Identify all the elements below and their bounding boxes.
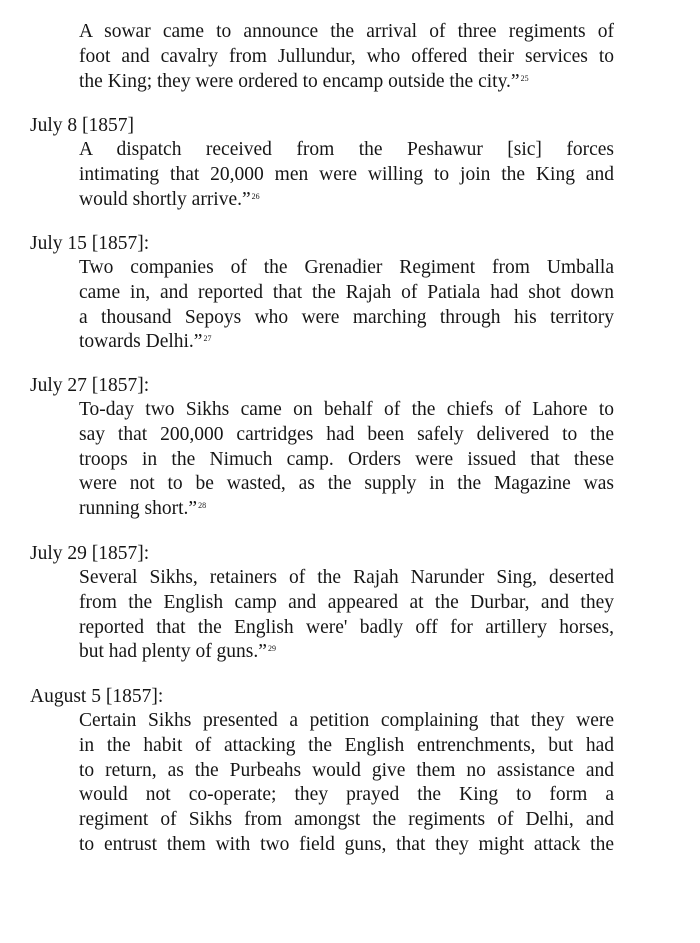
text-line: A sowar came to announce the arrival of three regiments of bbox=[79, 21, 614, 42]
text-line-last bbox=[79, 188, 614, 213]
text-line: to entrust them with two field guns, that they might attack the bbox=[79, 833, 614, 855]
footnote-marker: 28 bbox=[198, 501, 207, 511]
text-line: intimating that 20,000 men were willing to join the King and bbox=[79, 163, 614, 185]
text-line-content: running short.” bbox=[79, 498, 198, 520]
text-line: a thousand Sepoys who were marching through his territory bbox=[79, 306, 614, 328]
text-line: Several Sikhs, retainers of the Rajah Narunder Sing, deserted bbox=[79, 567, 614, 588]
text-line-last bbox=[79, 330, 614, 355]
text-line-content: but had plenty of guns.” bbox=[79, 641, 267, 663]
entry-date: July 27 [1857]: bbox=[30, 375, 150, 396]
text-line: foot and cavalry from Jullundur, who offered their services to bbox=[79, 45, 614, 67]
footnote-marker: 29 bbox=[267, 644, 276, 654]
text-line: came in, and reported that the Rajah of Patiala had shot down bbox=[79, 281, 614, 303]
text-line-last bbox=[79, 497, 614, 522]
text-line-content: towards Delhi.” bbox=[79, 331, 203, 353]
text-line: Certain Sikhs presented a petition complaining that they were bbox=[79, 710, 614, 731]
entry-date: August 5 [1857]: bbox=[30, 686, 164, 707]
text-line-content: would shortly arrive.” bbox=[79, 188, 251, 210]
text-line: would not co-operate; they prayed the King to form a bbox=[79, 784, 614, 806]
text-line-content: the King; they were ordered to encamp outside the city.” bbox=[79, 70, 520, 92]
entry-paragraph bbox=[79, 398, 614, 522]
text-line: troops in the Nimuch camp. Orders were issued that these bbox=[79, 448, 614, 470]
text-line-last bbox=[79, 70, 614, 95]
text-line: from the English camp and appeared at the Durbar, and they bbox=[79, 591, 614, 613]
footnote-marker: 27 bbox=[203, 334, 212, 344]
text-line: to return, as the Purbeahs would give them no assistance and bbox=[79, 759, 614, 781]
text-line: in the habit of attacking the English entrenchments, but had bbox=[79, 734, 614, 756]
text-line: say that 200,000 cartridges had been safely delivered to the bbox=[79, 423, 614, 445]
text-line: A dispatch received from the Peshawur [sic] forces bbox=[79, 139, 614, 160]
entry-date: July 29 [1857]: bbox=[30, 543, 150, 564]
text-line: reported that the English were' badly off for artillery horses, bbox=[79, 616, 614, 638]
entry-date: July 15 [1857]: bbox=[30, 233, 150, 254]
entry-date: July 8 [1857] bbox=[30, 115, 134, 136]
entry-paragraph bbox=[79, 20, 614, 94]
entry-paragraph bbox=[79, 256, 614, 355]
entry-paragraph bbox=[79, 566, 614, 665]
text-line: Two companies of the Grenadier Regiment from Umballa bbox=[79, 257, 614, 278]
entry-paragraph bbox=[79, 709, 614, 858]
text-line: To-day two Sikhs came on behalf of the chiefs of Lahore to bbox=[79, 399, 614, 420]
footnote-marker: 25 bbox=[520, 73, 529, 83]
entry-paragraph bbox=[79, 138, 614, 212]
text-line-last bbox=[79, 640, 614, 665]
text-line: regiment of Sikhs from amongst the regiments of Delhi, and bbox=[79, 809, 614, 831]
text-line: were not to be wasted, as the supply in the Magazine was bbox=[79, 473, 614, 495]
footnote-marker: 26 bbox=[251, 191, 260, 201]
